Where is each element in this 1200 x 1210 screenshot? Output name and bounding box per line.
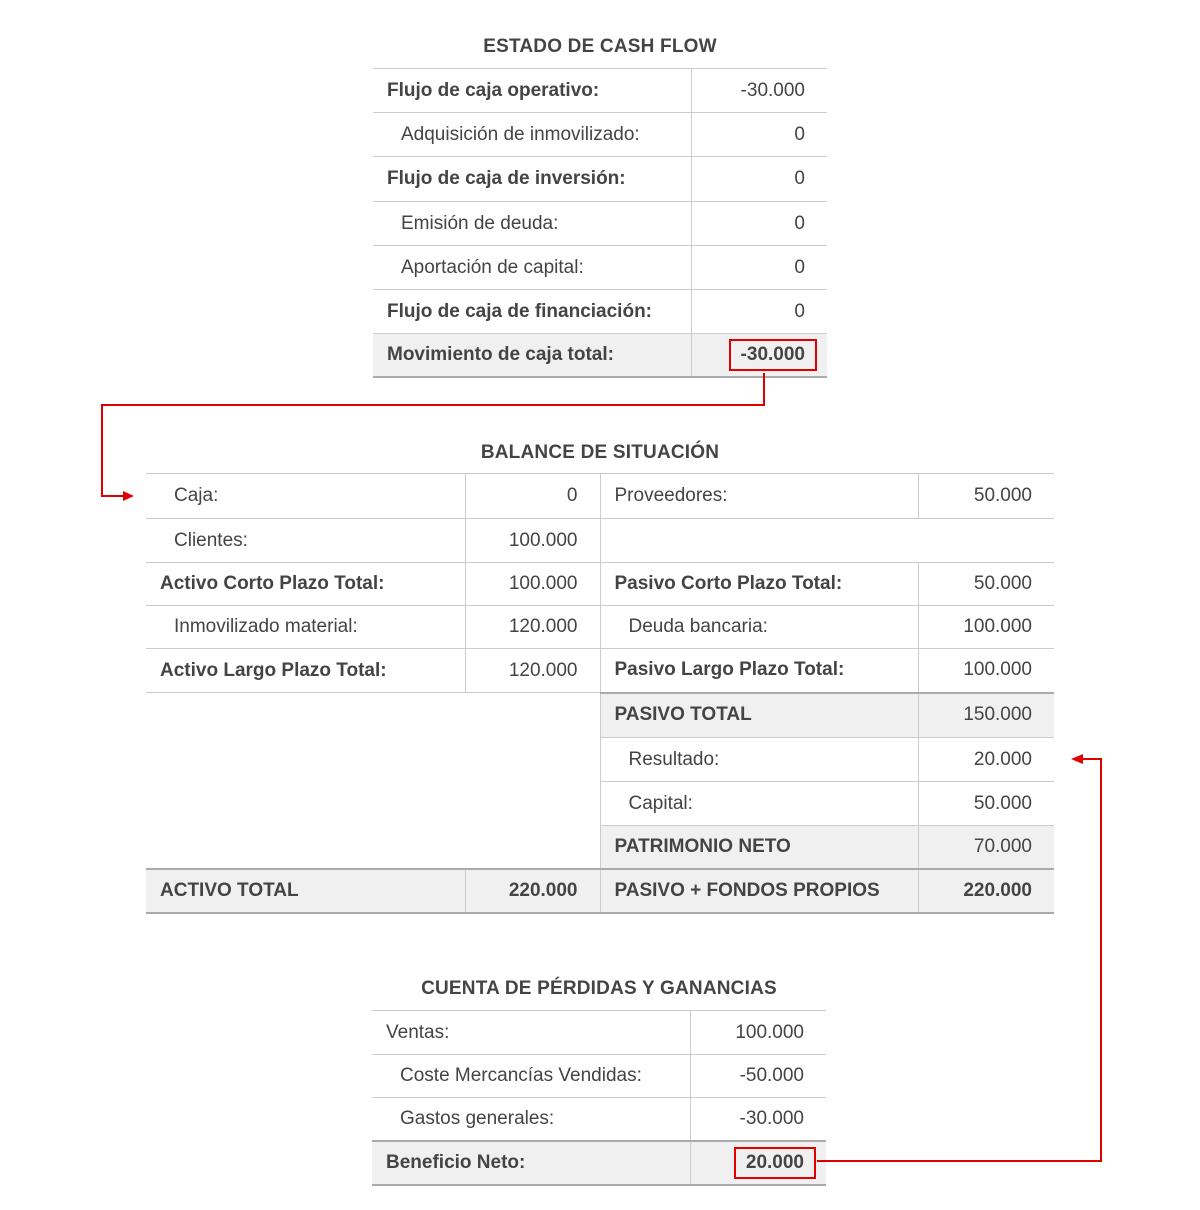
row-value: 0 bbox=[691, 113, 827, 157]
row-value: 70.000 bbox=[918, 826, 1054, 869]
cash-flow-title: ESTADO DE CASH FLOW bbox=[483, 36, 717, 57]
balance-title: BALANCE DE SITUACIÓN bbox=[480, 442, 720, 463]
row-label: Coste Mercancías Vendidas: bbox=[372, 1055, 690, 1098]
row-value: 100.000 bbox=[465, 563, 600, 606]
row-label: Caja: bbox=[146, 474, 465, 519]
row-label: PATRIMONIO NETO bbox=[600, 826, 918, 869]
row-label: Movimiento de caja total: bbox=[373, 334, 691, 377]
arrowhead-icon bbox=[123, 491, 134, 501]
row-label: Resultado: bbox=[600, 738, 918, 782]
row-value: 100.000 bbox=[690, 1011, 826, 1055]
total-liabilities-label: PASIVO + FONDOS PROPIOS bbox=[600, 869, 918, 913]
row-value: 0 bbox=[691, 290, 827, 334]
row-value: 100.000 bbox=[465, 519, 600, 563]
total-assets-value: 220.000 bbox=[465, 869, 600, 913]
pnl-title: CUENTA DE PÉRDIDAS Y GANANCIAS bbox=[421, 978, 777, 999]
pnl-to-balance-arrow bbox=[817, 759, 1101, 1161]
row-label: Activo Corto Plazo Total: bbox=[146, 563, 465, 606]
row-value: 100.000 bbox=[918, 606, 1054, 649]
row-label: Flujo de caja operativo: bbox=[373, 69, 691, 113]
row-value: -30.000 bbox=[690, 1098, 826, 1141]
highlighted-value: 20.000 bbox=[734, 1147, 816, 1179]
row-label: Adquisición de inmovilizado: bbox=[373, 113, 691, 157]
row-label: Gastos generales: bbox=[372, 1098, 690, 1141]
row-label: Proveedores: bbox=[600, 474, 918, 519]
row-value: 0 bbox=[465, 474, 600, 519]
row-label: PASIVO TOTAL bbox=[600, 693, 918, 738]
row-value: 150.000 bbox=[918, 693, 1054, 738]
row-label: Pasivo Largo Plazo Total: bbox=[600, 649, 918, 693]
row-value: -50.000 bbox=[690, 1055, 826, 1098]
row-value: 0 bbox=[691, 246, 827, 290]
row-value: 0 bbox=[691, 157, 827, 202]
row-label: Beneficio Neto: bbox=[372, 1141, 690, 1185]
row-value: 100.000 bbox=[918, 649, 1054, 693]
row-label: Flujo de caja de inversión: bbox=[373, 157, 691, 202]
row-value: 120.000 bbox=[465, 649, 600, 693]
row-label: Ventas: bbox=[372, 1011, 690, 1055]
row-label: Activo Largo Plazo Total: bbox=[146, 649, 465, 693]
row-value: 0 bbox=[691, 202, 827, 246]
row-value: 50.000 bbox=[918, 474, 1054, 519]
row-label: Inmovilizado material: bbox=[146, 606, 465, 649]
total-assets-label: ACTIVO TOTAL bbox=[146, 869, 465, 913]
row-label: Aportación de capital: bbox=[373, 246, 691, 290]
row-value: 120.000 bbox=[465, 606, 600, 649]
row-value: -30.000 bbox=[691, 69, 827, 113]
row-value: 50.000 bbox=[918, 563, 1054, 606]
row-value: 50.000 bbox=[918, 782, 1054, 826]
row-label: Emisión de deuda: bbox=[373, 202, 691, 246]
highlighted-value: -30.000 bbox=[729, 339, 817, 371]
arrowhead-icon bbox=[1071, 754, 1083, 764]
row-label: Clientes: bbox=[146, 519, 465, 563]
total-liabilities-value: 220.000 bbox=[918, 869, 1054, 913]
row-label: Flujo de caja de financiación: bbox=[373, 290, 691, 334]
row-label: Capital: bbox=[600, 782, 918, 826]
cash-to-balance-arrow bbox=[102, 373, 764, 496]
row-label: Pasivo Corto Plazo Total: bbox=[600, 563, 918, 606]
row-label: Deuda bancaria: bbox=[600, 606, 918, 649]
row-value: 20.000 bbox=[918, 738, 1054, 782]
